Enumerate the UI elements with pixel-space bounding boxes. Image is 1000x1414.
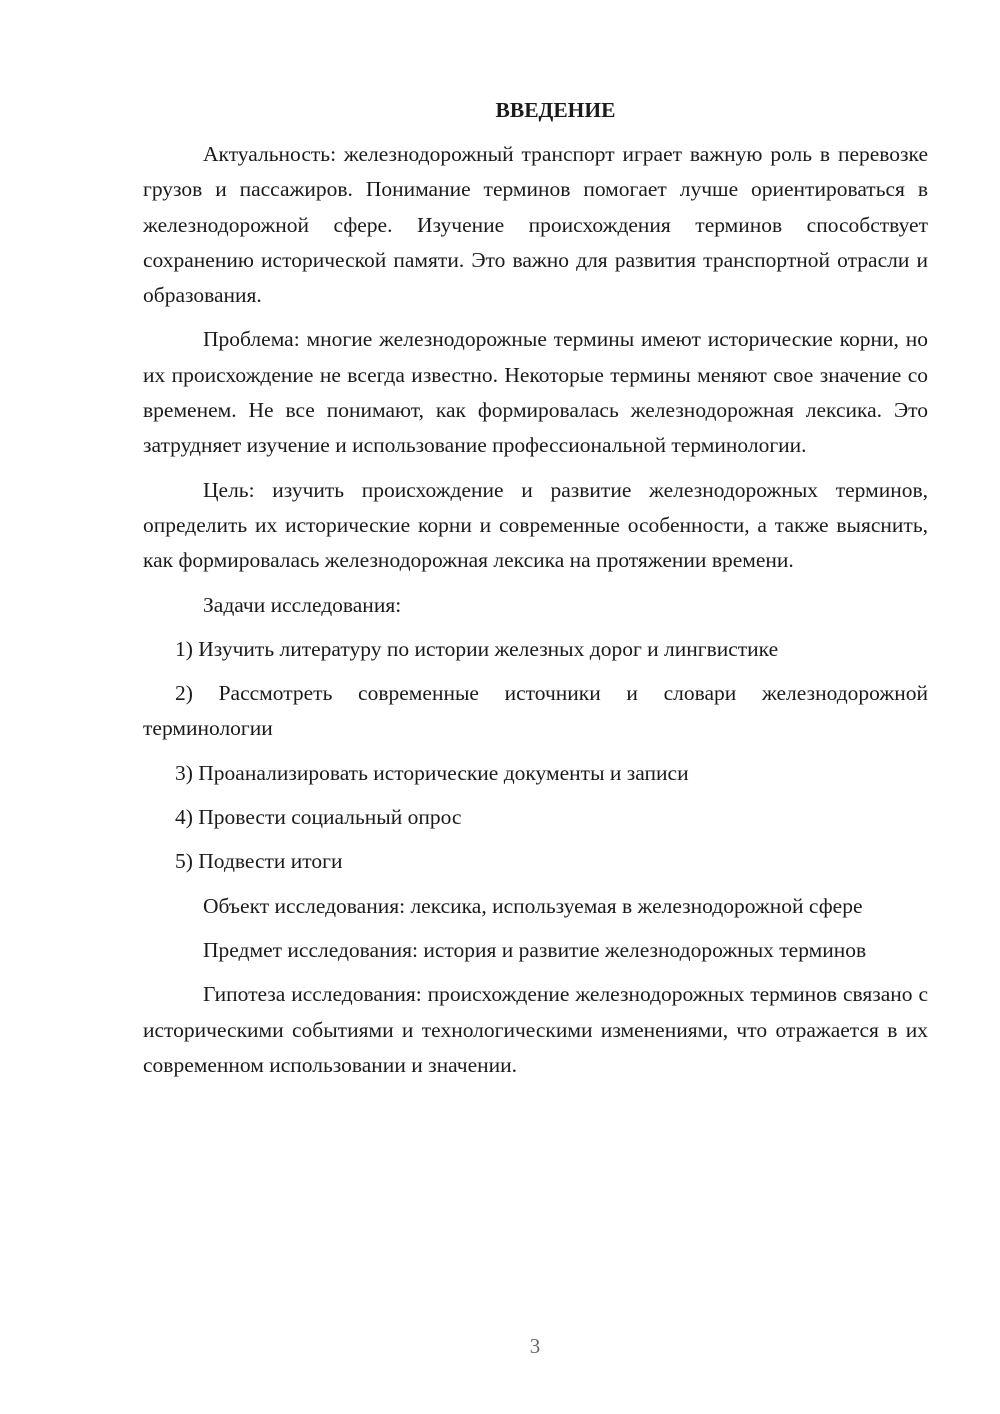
subject-paragraph: Предмет исследования: история и развитие железнодорожных терминов <box>203 937 867 962</box>
relevance-paragraph: Актуальность: железнодорожный транспорт играет важную роль в перевозке грузов и пассажиров. Понимание терминов помогает лучше ориентироваться в железнодорожной сфере. Изучение происхождения терминов способствует сохранению исторической памяти. Это важно для развития транспортной отрасли и образования. <box>143 142 928 308</box>
hypothesis-paragraph: Гипотеза исследования: происхождение железнодорожных терминов связано с историческими событиями и технологическими изменениями, что отражается в их современном использовании и значении. <box>143 982 928 1077</box>
goal-paragraph: Цель: изучить происхождение и развитие железнодорожных терминов, определить их исторические корни и современные особенности, а также выяснить, как формировалась железнодорожная лексика на протяжении времени. <box>143 477 928 573</box>
problem-paragraph: Проблема: многие железнодорожные термины имеют исторические корни, но их происхождение не всегда известно. Некоторые термины меняют свое значение со временем. Не все понимают, как формировалась железнодорожная лексика. Это затрудняет изучение и использование профессиональной терминологии. <box>143 327 928 458</box>
page-number: 3 <box>529 1334 541 1358</box>
page-title: ВВЕДЕНИЕ <box>495 98 616 122</box>
task-item-2: 2) Рассмотреть современные источники и словари железнодорожной терминологии <box>143 681 928 741</box>
page-content <box>143 95 928 1092</box>
task-item-3: 3) Проанализировать исторические документы и записи <box>175 760 689 785</box>
task-item-5: 5) Подвести итоги <box>175 849 343 874</box>
task-item-1: 1) Изучить литературу по истории железных дорог и лингвистике <box>175 636 779 661</box>
tasks-heading: Задачи исследования: <box>203 592 402 617</box>
object-paragraph: Объект исследования: лексика, используемая в железнодорожной сфере <box>203 893 863 918</box>
task-item-4: 4) Провести социальный опрос <box>175 805 462 830</box>
